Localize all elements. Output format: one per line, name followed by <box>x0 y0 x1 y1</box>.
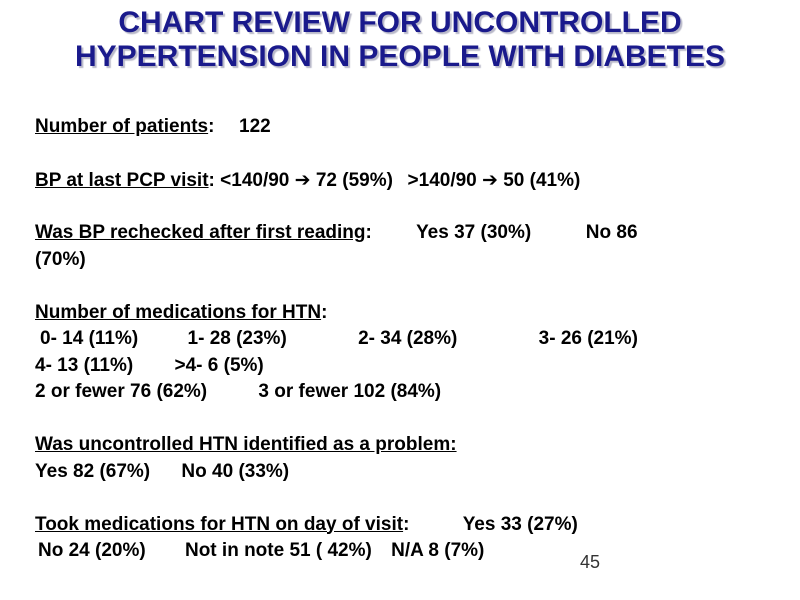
right-arrow-icon: ➔ <box>482 169 498 191</box>
title-line-2: HYPERTENSION IN PEOPLE WITH DIABETES <box>74 40 726 73</box>
medications-label: Number of medications for HTN <box>35 301 322 323</box>
took-meds-yes: Yes 33 (27%) <box>462 513 578 535</box>
slide-body <box>35 114 735 565</box>
patients-value: 122 <box>239 116 271 137</box>
took-meds-na: N/A 8 (7%) <box>391 540 485 561</box>
bp-over-threshold: >140/90 <box>407 170 477 191</box>
took-meds-line: Took medications for HTN on day of visit: Yes 33 (27%) <box>35 513 578 535</box>
bp-last-visit-line: BP at last PCP visit: <140/90 ➔ 72 (59%) >140/90 ➔ 50 (41%) <box>35 169 581 191</box>
medications-row-2 <box>35 353 735 380</box>
identified-heading <box>35 432 735 459</box>
bp-over-result: 50 (41%) <box>503 170 581 191</box>
slide-title <box>0 6 800 74</box>
bp-under-result: 72 (59%) <box>315 170 393 191</box>
identified-values <box>35 459 735 486</box>
right-arrow-icon: ➔ <box>294 169 311 191</box>
meds-0: 0- 14 (11%) <box>40 328 139 349</box>
bp-last-visit-label: BP at last PCP visit <box>35 170 209 191</box>
medications-row-1 <box>35 326 735 353</box>
medications-row-3 <box>35 379 735 406</box>
identified-label: Was uncontrolled HTN identified as a problem: <box>35 434 457 455</box>
meds-3: 3- 26 (21%) <box>538 328 638 349</box>
bp-rechecked-no: No 86 <box>585 222 638 243</box>
meds-two-or-fewer: 2 or fewer 76 (62%) <box>35 381 208 402</box>
bp-rechecked-line: Was BP rechecked after first reading: Yes 37 (30%) No 86 <box>35 222 638 243</box>
meds-5: >4- 6 (5%) <box>174 354 264 376</box>
identified-yes: Yes 82 (67%) <box>35 460 151 482</box>
took-meds-label: Took medications for HTN on day of visit <box>35 513 404 535</box>
took-meds-not-in-note: Not in note 51 ( 42%) <box>184 540 372 561</box>
patients-label: Number of patients <box>35 116 209 137</box>
bp-rechecked-no-pct: (70%) <box>35 248 86 270</box>
meds-three-or-fewer: 3 or fewer 102 (84%) <box>258 381 442 402</box>
took-meds-no: No 24 (20%) <box>38 540 146 561</box>
bp-under-threshold: <140/90 <box>220 170 290 191</box>
bp-rechecked-yes: Yes 37 (30%) <box>416 222 532 243</box>
bp-rechecked-label: Was BP rechecked after first reading <box>35 222 366 243</box>
meds-4: 4- 13 (11%) <box>35 354 134 376</box>
meds-2: 2- 34 (28%) <box>358 328 458 349</box>
medications-heading: Number of medications for HTN: <box>35 301 328 323</box>
title-line-1: CHART REVIEW FOR UNCONTROLLED <box>118 6 682 39</box>
took-meds-line-2 <box>35 538 735 565</box>
patients-line: Number of patients: 122 <box>35 116 271 137</box>
bp-rechecked-line-cont <box>35 247 735 274</box>
page-number: 45 <box>580 552 601 572</box>
meds-1: 1- 28 (23%) <box>187 328 287 349</box>
identified-no: No 40 (33%) <box>181 460 290 482</box>
